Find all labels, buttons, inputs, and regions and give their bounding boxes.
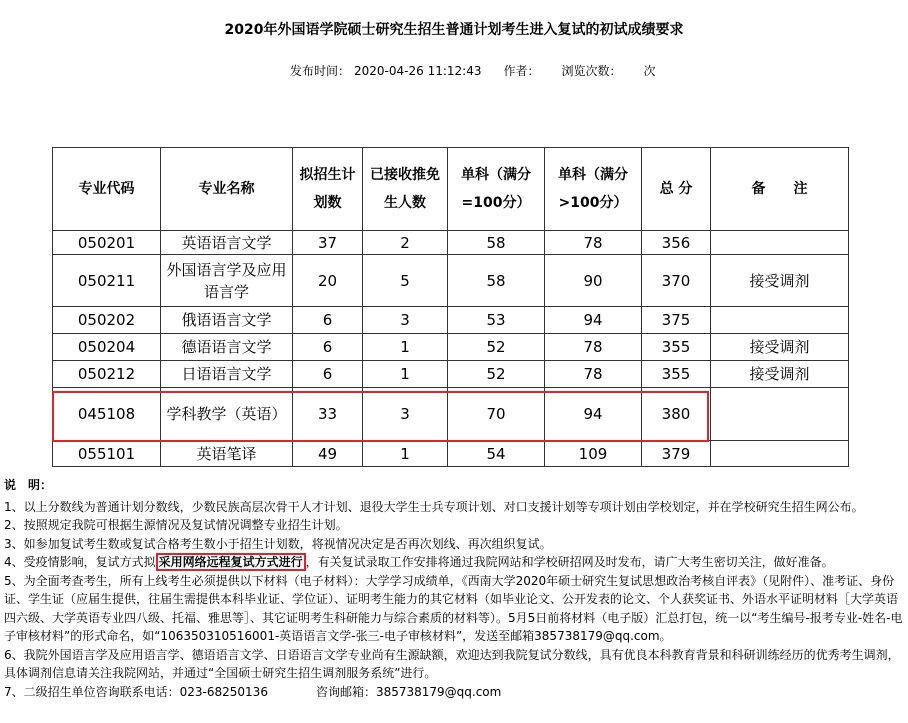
cell-single-over-100: 90 xyxy=(545,255,642,307)
table-row xyxy=(53,334,849,361)
author-label: 作者： xyxy=(503,64,540,78)
header-single-over-100: 单科（满分>100分） xyxy=(545,148,642,231)
cell-exempt: 1 xyxy=(363,361,448,388)
cell-note xyxy=(711,388,849,441)
cell-code: 050204 xyxy=(53,334,161,361)
score-requirements-table xyxy=(52,147,849,467)
cell-single-over-100: 78 xyxy=(545,231,642,255)
cell-single-over-100: 78 xyxy=(545,361,642,388)
cell-exempt: 1 xyxy=(363,334,448,361)
cell-single-100: 52 xyxy=(448,361,545,388)
publish-label: 发布时间： xyxy=(290,64,351,78)
cell-code: 050201 xyxy=(53,231,161,255)
cell-plan: 37 xyxy=(293,231,363,255)
cell-single-100: 58 xyxy=(448,231,545,255)
table-row xyxy=(53,307,849,334)
cell-total: 379 xyxy=(642,441,711,467)
header-exempt: 已接收推免生人数 xyxy=(363,148,448,231)
cell-note xyxy=(711,307,849,334)
note-item: 7、二级招生单位咨询联系电话：023-68250136 咨询邮箱：385738179@qq.com xyxy=(4,684,502,699)
cell-plan: 33 xyxy=(293,388,363,441)
cell-note xyxy=(711,231,849,255)
cell-name: 外国语言学及应用语言学 xyxy=(161,255,293,307)
cell-code: 050212 xyxy=(53,361,161,388)
cell-plan: 6 xyxy=(293,334,363,361)
cell-note xyxy=(711,441,849,467)
note-item xyxy=(4,553,904,572)
cell-name: 俄语语言文学 xyxy=(161,307,293,334)
table-row xyxy=(53,231,849,255)
cell-exempt: 2 xyxy=(363,231,448,255)
page-title: 2020年外国语学院硕士研究生招生普通计划考生进入复试的初试成绩要求 xyxy=(224,22,684,38)
cell-single-100: 70 xyxy=(448,388,545,441)
table-row xyxy=(53,388,849,441)
cell-plan: 49 xyxy=(293,441,363,467)
table-row xyxy=(53,441,849,467)
header-code: 专业代码 xyxy=(53,148,161,231)
header-note: 备 注 xyxy=(711,148,849,231)
header-single-100: 单科（满分=100分） xyxy=(448,148,545,231)
cell-single-100: 52 xyxy=(448,334,545,361)
header-plan: 拟招生计划数 xyxy=(293,148,363,231)
cell-total: 355 xyxy=(642,334,711,361)
notes-heading: 说 明： xyxy=(4,478,53,492)
cell-note: 接受调剂 xyxy=(711,334,849,361)
note-item: 6、我院外国语言学及应用语言学、德语语言文学、日语语言文学专业尚有生源缺额，欢迎达到我院复试分数线，具有优良本科教育背景和科研训练经历的优秀考生调剂，具体调剂信息请关注我院网站，并通过“全国硕士研究生招生调剂服务系统”进行。 xyxy=(4,647,900,680)
cell-exempt: 1 xyxy=(363,441,448,467)
views-label: 浏览次数： xyxy=(561,64,622,78)
article-meta xyxy=(290,62,660,79)
cell-plan: 20 xyxy=(293,255,363,307)
note-item: 5、为全面考查考生，所有上线考生必须提供以下材料（电子材料）：大学学习成绩单，《西南大学2020年硕士研究生复试思想政治考核自评表》（见附件）、准考证、身份证、学生证（应届生提供，往届生需提供本科毕业证、学位证）、证明考生能力的其它材料（如毕业论文、公开发表的论文、个人获奖证书、外语水平证明材料［大学英语四六级、大学英语专业四八级、托福、雅思等］、其它证明考生科研能力与综合素质的材料等）。5月5日前将材料（电子版）汇总打包，统一以“考生编号-报考专业-姓名-电子审核材料”的形式命名，如“106350310516001-英语语言文学-张三-电子审核材料”，发送至邮箱385738179@qq.com。 xyxy=(4,573,903,643)
cell-single-over-100: 78 xyxy=(545,334,642,361)
cell-code: 050202 xyxy=(53,307,161,334)
table-header-row xyxy=(53,148,849,231)
cell-name: 日语语言文学 xyxy=(161,361,293,388)
views-unit: 次 xyxy=(643,64,656,78)
cell-name: 英语笔译 xyxy=(161,441,293,467)
cell-note: 接受调剂 xyxy=(711,255,849,307)
table-row xyxy=(53,255,849,307)
note-item: 3、如参加复试考生数或复试合格考生数小于招生计划数，将视情况决定是否再次划线、再次组织复试。 xyxy=(4,536,552,551)
cell-single-over-100: 94 xyxy=(545,388,642,441)
publish-time: 2020-04-26 11:12:43 xyxy=(354,64,482,78)
note-4-prefix: 4、受疫情影响，复试方式拟 xyxy=(4,555,156,569)
cell-name: 英语语言文学 xyxy=(161,231,293,255)
note-4-highlight: 采用网络远程复试方式进行 xyxy=(156,553,306,571)
cell-total: 375 xyxy=(642,307,711,334)
cell-plan: 6 xyxy=(293,361,363,388)
cell-single-100: 53 xyxy=(448,307,545,334)
note-item: 1、以上分数线为普通计划分数线，少数民族高层次骨干人才计划、退役大学生士兵专项计划、对口支援计划等专项计划由学校划定，并在学校研究生招生网公布。 xyxy=(4,499,864,514)
cell-code: 050211 xyxy=(53,255,161,307)
note-4-suffix: ，有关复试录取工作安排将通过我院网站和学校研招网及时发布，请广大考生密切关注，做好准备。 xyxy=(305,555,834,569)
cell-total: 370 xyxy=(642,255,711,307)
cell-total: 380 xyxy=(642,388,711,441)
header-total: 总 分 xyxy=(642,148,711,231)
cell-single-100: 54 xyxy=(448,441,545,467)
cell-single-over-100: 109 xyxy=(545,441,642,467)
cell-name: 德语语言文学 xyxy=(161,334,293,361)
cell-code: 045108 xyxy=(53,388,161,441)
notes-section xyxy=(4,476,904,701)
cell-exempt: 3 xyxy=(363,388,448,441)
table-row xyxy=(53,361,849,388)
cell-exempt: 3 xyxy=(363,307,448,334)
cell-single-100: 58 xyxy=(448,255,545,307)
cell-code: 055101 xyxy=(53,441,161,467)
note-item: 2、按照规定我院可根据生源情况及复试情况调整专业招生计划。 xyxy=(4,518,348,532)
cell-total: 356 xyxy=(642,231,711,255)
cell-single-over-100: 94 xyxy=(545,307,642,334)
cell-plan: 6 xyxy=(293,307,363,334)
cell-exempt: 5 xyxy=(363,255,448,307)
header-name: 专业名称 xyxy=(161,148,293,231)
cell-name: 学科教学（英语） xyxy=(161,388,293,441)
cell-note: 接受调剂 xyxy=(711,361,849,388)
cell-total: 355 xyxy=(642,361,711,388)
